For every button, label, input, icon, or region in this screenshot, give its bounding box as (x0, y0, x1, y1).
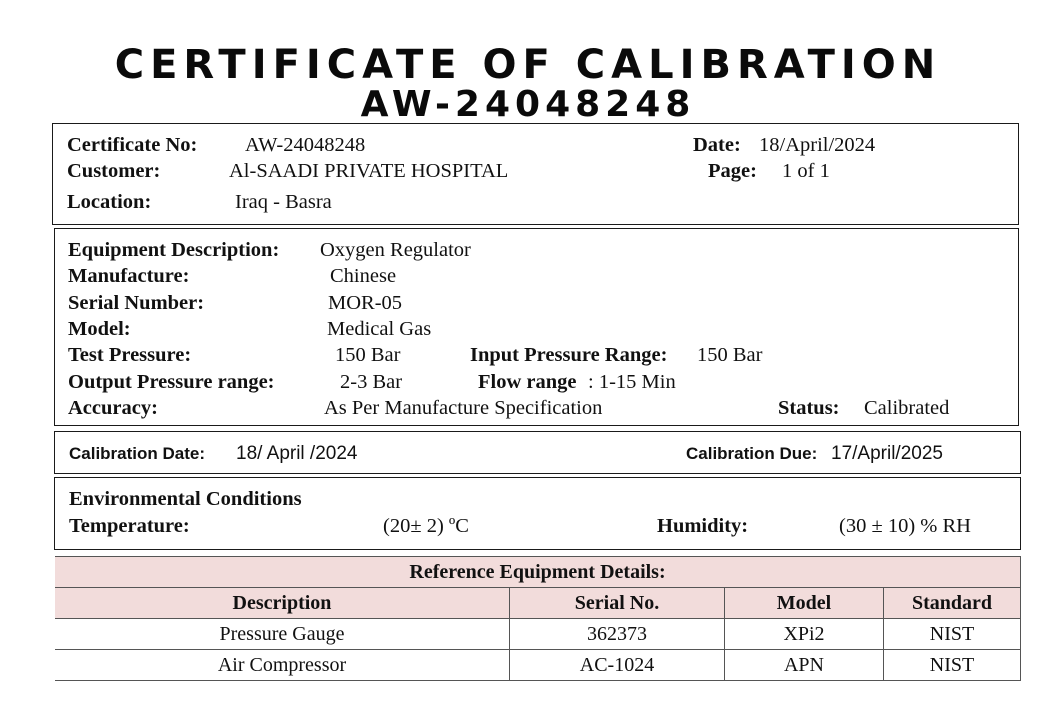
calibration-date-value: 18/ April /2024 (236, 443, 358, 464)
flow-range-value: : 1-15 Min (588, 371, 676, 393)
input-pressure-range-value: 150 Bar (697, 344, 763, 366)
model-value: Medical Gas (327, 318, 432, 340)
accuracy-value: As Per Manufacture Specification (324, 397, 603, 419)
calibration-date-label: Calibration Date: (69, 444, 206, 463)
column-header-description: Description (55, 588, 510, 619)
temperature-value: (20± 2) ºC (383, 515, 469, 537)
reference-heading: Reference Equipment Details: (55, 557, 1021, 588)
status-label: Status: (778, 397, 840, 419)
status-value: Calibrated (864, 397, 950, 419)
test-pressure-label: Test Pressure: (68, 344, 192, 366)
equipment-description-value: Oxygen Regulator (320, 239, 471, 261)
certificate-no-label: Certificate No: (67, 134, 198, 156)
column-header-serial: Serial No. (510, 588, 725, 619)
location-label: Location: (67, 191, 152, 213)
humidity-label: Humidity: (657, 515, 749, 537)
manufacture-value: Chinese (330, 265, 397, 287)
cell-description: Air Compressor (55, 650, 510, 681)
cell-standard: NIST (884, 650, 1021, 681)
reference-heading-row (55, 557, 1021, 588)
accuracy-label: Accuracy: (68, 397, 158, 419)
location-value: Iraq - Basra (235, 191, 332, 213)
date-label: Date: (693, 134, 741, 156)
equipment-description-label: Equipment Description: (68, 239, 280, 261)
cell-model: APN (725, 650, 884, 681)
certificate-number-title: AW-24048248 (360, 84, 696, 125)
customer-label: Customer: (67, 160, 161, 182)
page-value: 1 of 1 (782, 160, 830, 182)
cell-model: XPi2 (725, 619, 884, 650)
table-row (55, 619, 1021, 650)
model-label: Model: (68, 318, 131, 340)
cell-serial: 362373 (510, 619, 725, 650)
manufacture-label: Manufacture: (68, 265, 190, 287)
serial-number-label: Serial Number: (68, 292, 205, 314)
reference-equipment-table (55, 556, 1021, 681)
output-pressure-range-label: Output Pressure range: (68, 371, 275, 393)
serial-number-value: MOR-05 (328, 292, 403, 314)
input-pressure-range-label: Input Pressure Range: (470, 344, 668, 366)
cell-description: Pressure Gauge (55, 619, 510, 650)
cell-standard: NIST (884, 619, 1021, 650)
environment-heading: Environmental Conditions (69, 488, 302, 510)
certificate-title: CERTIFICATE OF CALIBRATION (114, 42, 942, 88)
test-pressure-value: 150 Bar (335, 344, 401, 366)
certificate-no-value: AW-24048248 (245, 134, 366, 156)
cell-serial: AC-1024 (510, 650, 725, 681)
date-value: 18/April/2024 (759, 134, 876, 156)
flow-range-label: Flow range (478, 371, 577, 393)
column-header-standard: Standard (884, 588, 1021, 619)
table-header-row (55, 588, 1021, 619)
calibration-due-label: Calibration Due: (686, 444, 818, 463)
column-header-model: Model (725, 588, 884, 619)
table-row (55, 650, 1021, 681)
temperature-label: Temperature: (69, 515, 190, 537)
page-label: Page: (708, 160, 757, 182)
customer-value: Al-SAADI PRIVATE HOSPITAL (229, 160, 509, 182)
output-pressure-range-value: 2-3 Bar (340, 371, 403, 393)
calibration-due-value: 17/April/2025 (831, 443, 943, 464)
humidity-value: (30 ± 10) % RH (839, 515, 971, 537)
